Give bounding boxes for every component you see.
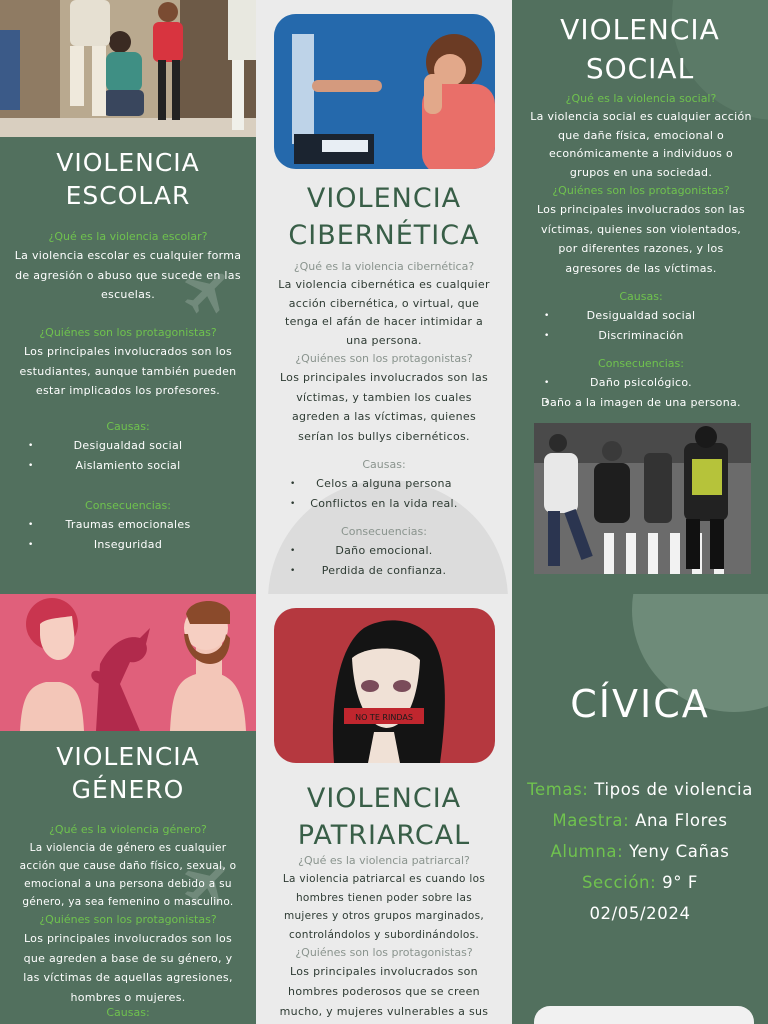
escolar-causas-label: Causas: [106,420,150,433]
list-item: • Desigualdad social [14,436,242,456]
cibernetica-consecuencias-list [276,541,492,581]
genero-q2: ¿Quiénes son los protagonistas? [39,913,217,926]
escolar-q1: ¿Qué es la violencia escolar? [48,230,208,243]
escolar-a1: La violencia escolar es cualquier forma de agresión o abuso que sucede en las escuelas. [14,249,242,301]
escolar-a2: Los principales involucrados son los estudiantes, aunque también pueden estar implicados los profesores. [19,345,237,397]
cover-seccion [512,867,768,898]
cibernetica-photo [274,14,495,169]
list-item: • Traumas emocionales [14,515,242,535]
cover-info [512,774,768,929]
genero-q1: ¿Qué es la violencia género? [49,823,207,836]
social-a1: La violencia social es cualquier acción que dañe física, emocional o económicamente a individuos o grupos en una sociedad. [530,110,752,179]
panel-violencia-cibernetica [256,0,512,594]
escolar-consecuencias-label: Consecuencias: [85,499,171,512]
patriarcal-q2: ¿Quiénes son los protagonistas? [295,946,473,959]
patriarcal-image-text: NO TE RINDAS [355,713,413,722]
social-title-line2: SOCIAL [585,52,695,85]
social-photo [534,423,751,574]
list-item: • Daño a la imagen de una persona. [530,393,752,413]
panel-cover-civica [512,594,768,1024]
genero-a1: La violencia de género es cualquier acción que cause daño físico, sexual, o emocional a una persona debido a su género, ya sea femenino o masculino. [19,842,237,908]
logo-fragment [534,1006,754,1024]
panel-violencia-patriarcal [256,594,512,1024]
seccion-value: 9° F [662,873,698,892]
genero-causas-label: Causas: [106,1006,150,1019]
maestra-value: Ana Flores [635,811,728,830]
panel-violencia-escolar [0,0,256,594]
genero-title-line2: GÉNERO [71,775,185,804]
social-title-line1: VIOLENCIA [560,13,720,46]
escolar-q2: ¿Quiénes son los protagonistas? [39,326,217,339]
social-causas-list [530,306,752,346]
genero-a2: Los principales involucrados son los que agreden a base de su género, y las víctimas de aquellas agresiones, hombres o mujeres. [23,932,233,1004]
panel-violencia-genero [0,594,256,1024]
seccion-label: Sección: [581,873,657,892]
cibernetica-causas-label: Causas: [362,458,406,471]
temas-label: Temas: [527,780,589,799]
cibernetica-a1: La violencia cibernética es cualquier acción cibernética, o virtual, que tenga el afán de hacer intimidar a una persona. [278,278,490,347]
list-item: • Daño emocional. [276,541,492,561]
list-item: • Daño psicológico. [530,373,752,393]
patriarcal-title-line2: PATRIARCAL [297,820,471,851]
cover-maestra [512,805,768,836]
cibernetica-q2: ¿Quiénes son los protagonistas? [295,352,473,365]
patriarcal-a1: La violencia patriarcal es cuando los hombres tienen poder sobre las mujeres y otros grupos marginados, controlándolos y subordinándolos. [282,873,486,941]
cibernetica-title-line2: CIBERNÉTICA [288,220,480,251]
cibernetica-q1: ¿Qué es la violencia cibernética? [293,260,475,273]
list-item: • Aislamiento social [14,456,242,476]
list-item: • Perdida de confianza. [276,561,492,581]
maestra-label: Maestra: [552,811,630,830]
escolar-title-line2: ESCOLAR [65,181,191,210]
social-q2: ¿Quiénes son los protagonistas? [552,184,730,197]
genero-illustration [0,594,256,731]
social-a2: Los principales involucrados son las víctimas, quienes son violentados, por diferentes razones, y los agresores de las víctimas. [536,203,746,275]
genero-title-line1: VIOLENCIA [56,742,200,771]
patriarcal-title-line1: VIOLENCIA [306,783,462,814]
social-causas-label: Causas: [619,290,663,303]
cibernetica-causas-list [276,474,492,514]
list-item: • Discriminación [530,326,752,346]
escolar-causas-list [14,436,242,476]
escolar-title-line1: VIOLENCIA [56,148,200,177]
list-item: • Celos a alguna persona [276,474,492,494]
social-consecuencias-label: Consecuencias: [598,357,684,370]
social-q1: ¿Qué es la violencia social? [565,92,717,105]
list-item: • Conflictos en la vida real. [276,494,492,514]
alumna-label: Alumna: [550,842,624,861]
cibernetica-a2: Los principales involucrados son las víctimas, y tambien los cuales agreden a las víctimas, quienes serían los bullys cibernéticos. [279,371,489,443]
escolar-consecuencias-list [14,515,242,555]
cover-fecha: 02/05/2024 [589,904,691,923]
temas-value: Tipos de violencia [594,780,753,799]
cover-alumna [512,836,768,867]
list-item: • Inseguridad [14,535,242,555]
cover-temas [512,774,768,805]
panel-violencia-social [512,0,768,594]
cibernetica-title-line1: VIOLENCIA [306,183,462,214]
cover-title: CÍVICA [570,682,710,726]
patriarcal-q1: ¿Qué es la violencia patriarcal? [298,854,470,867]
list-item: • Desigualdad social [530,306,752,326]
patriarcal-illustration [274,608,495,763]
alumna-value: Yeny Cañas [629,842,730,861]
social-consecuencias-list [530,373,752,413]
cibernetica-consecuencias-label: Consecuencias: [341,525,427,538]
patriarcal-a2: Los principales involucrados son hombres poderosos que se creen mucho, y mujeres vulnerables a sus [279,965,489,1018]
escolar-photo [0,0,256,137]
